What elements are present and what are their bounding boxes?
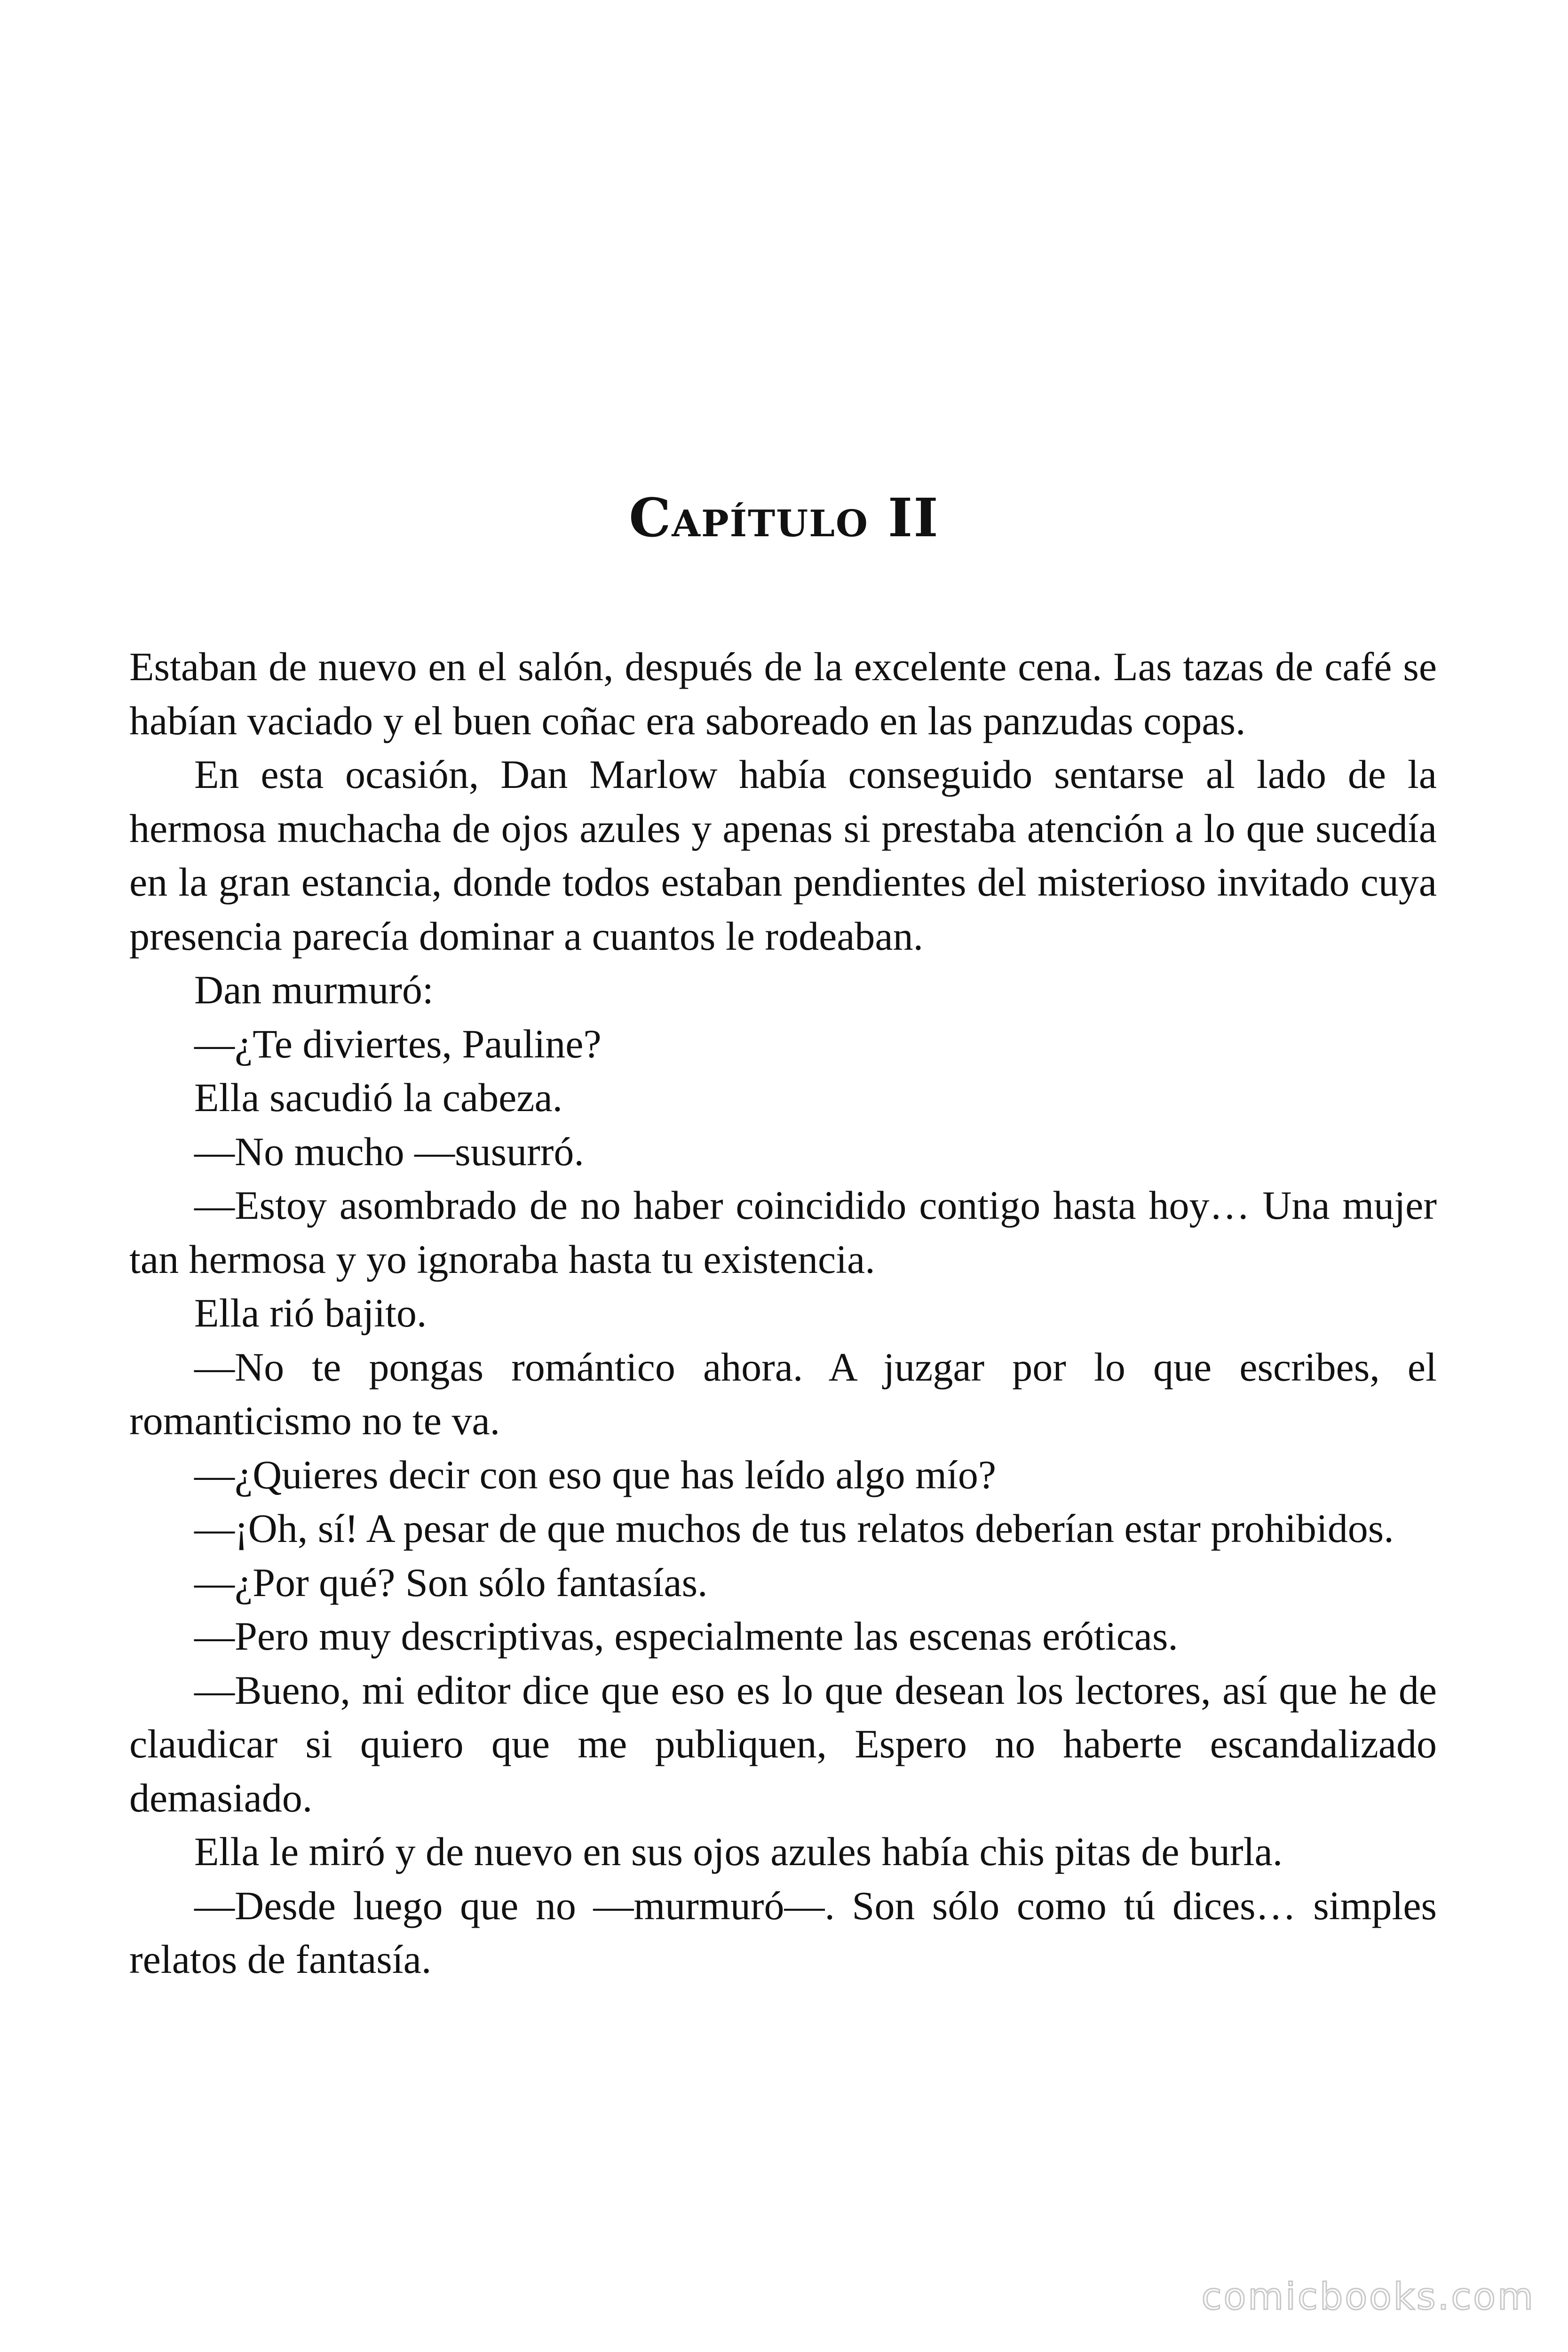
- paragraph: En esta ocasión, Dan Marlow había conseguido sentarse al lado de la hermosa muchacha de ojos azules y apenas si prestaba atención a lo que sucedía en la gran estancia, donde todos estaban pendientes del misterioso invitado cuya presencia parecía dominar a cuantos le rodeaban.: [129, 752, 1437, 959]
- paragraph: Ella sacudió la cabeza.: [194, 1075, 563, 1120]
- paragraph: Ella le miró y de nuevo en sus ojos azules había chis pitas de burla.: [194, 1829, 1283, 1874]
- paragraph: —No mucho —susurró.: [194, 1128, 584, 1174]
- paragraph: —Estoy asombrado de no haber coincidido contigo hasta hoy… Una mujer tan hermosa y yo ignoraba hasta tu existencia.: [129, 1183, 1437, 1282]
- paragraph: —Pero muy descriptivas, especialmente las escenas eróticas.: [194, 1613, 1178, 1659]
- paragraph: Estaban de nuevo en el salón, después de la excelente cena. Las tazas de café se habían vaciado y el buen coñac era saboreado en las panzudas copas.: [129, 644, 1437, 743]
- paragraph: —¿Por qué? Son sólo fantasías.: [194, 1559, 708, 1605]
- chapter-title: Capítulo II: [629, 487, 939, 549]
- watermark: comicbooks.com: [1201, 2276, 1535, 2318]
- paragraph: —No te pongas romántico ahora. A juzgar por lo que escribes, el romanticismo no te va.: [129, 1344, 1437, 1443]
- paragraph: —¿Quieres decir con eso que has leído algo mío?: [194, 1452, 997, 1497]
- paragraph: —¿Te diviertes, Pauline?: [194, 1021, 602, 1066]
- paragraph: Dan murmuró:: [194, 967, 434, 1012]
- paragraph: Ella rió bajito.: [194, 1290, 427, 1335]
- paragraph: —¡Oh, sí! A pesar de que muchos de tus relatos deberían estar prohibidos.: [194, 1506, 1394, 1551]
- chapter-body: [129, 640, 1437, 1986]
- paragraph: —Desde luego que no —murmuró—. Son sólo como tú dices… simples relatos de fantasía.: [129, 1883, 1437, 1982]
- paragraph: —Bueno, mi editor dice que eso es lo que desean los lectores, así que he de claudicar si quiero que me publiquen, Espero no haberte escandalizado demasiado.: [129, 1667, 1437, 1820]
